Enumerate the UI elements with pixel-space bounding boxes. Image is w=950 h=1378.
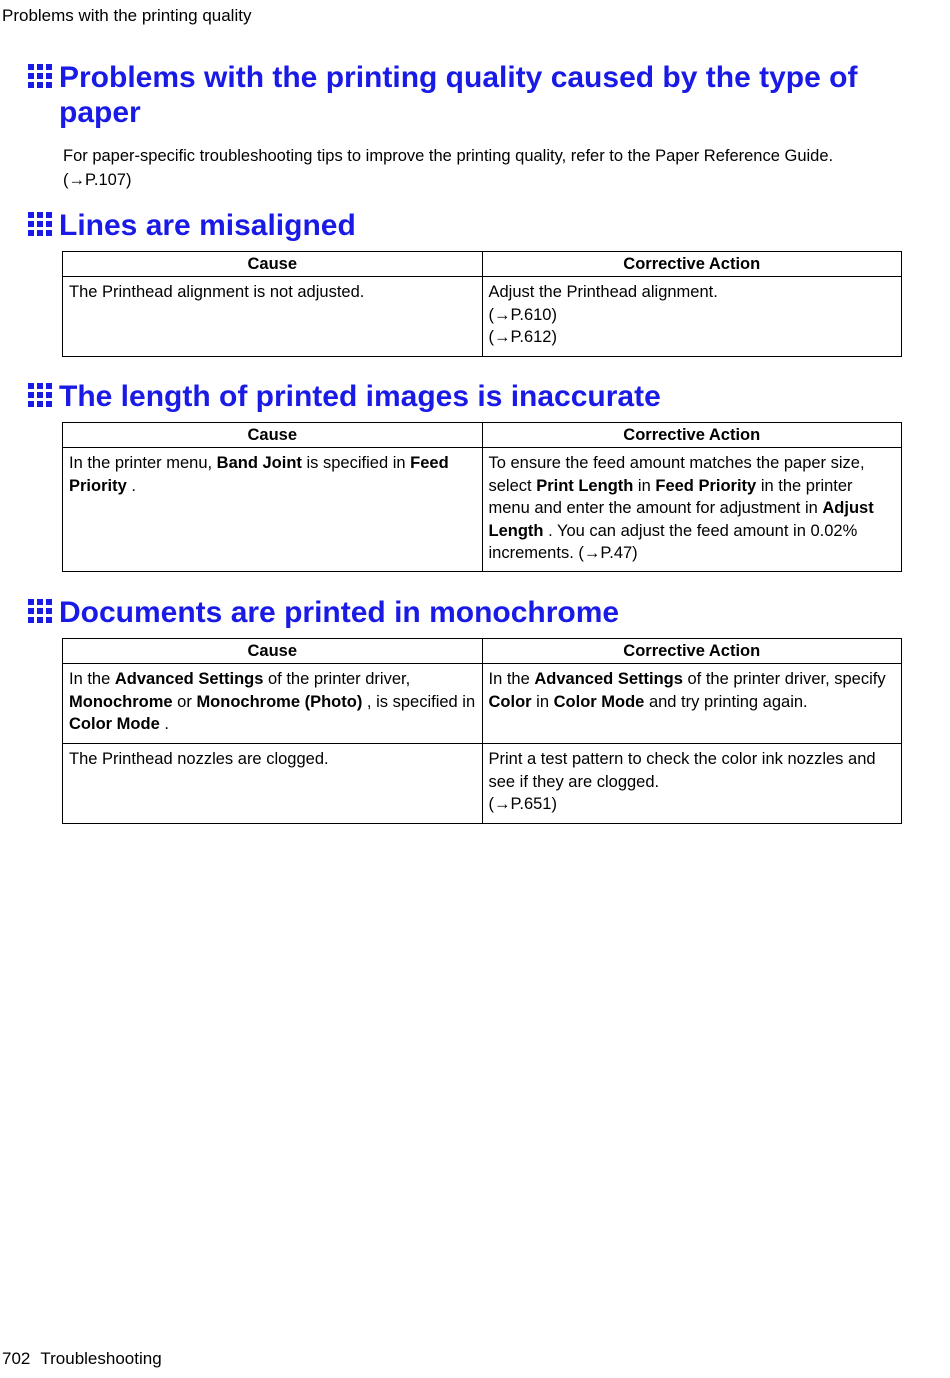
section-heading xyxy=(0,208,950,243)
section-title: The length of printed images is inaccurate xyxy=(59,380,661,413)
cause-text-run: is specified in xyxy=(301,454,411,472)
section-paper-type xyxy=(0,60,950,192)
chapter-name: Troubleshooting xyxy=(40,1349,162,1368)
section-heading xyxy=(0,60,950,130)
section-title: Problems with the printing quality caused by the type of paper xyxy=(59,61,858,129)
table-row xyxy=(63,664,902,744)
table-row xyxy=(63,448,902,572)
cause-text-run: of the printer driver, xyxy=(263,670,411,688)
action-text-run: and try printing again. xyxy=(644,692,808,711)
cause-text-run: In the printer menu, xyxy=(69,454,217,472)
page-reference-link[interactable]: (→P.612) xyxy=(488,328,557,346)
cause-cell xyxy=(63,664,483,744)
action-text-run: of the printer driver, specify xyxy=(682,670,886,688)
menu-setting-name: Monochrome (Photo) xyxy=(196,692,363,711)
menu-setting-name: Advanced Settings xyxy=(114,670,264,688)
cause-text-run: . xyxy=(159,715,169,733)
action-text: Adjust the Printhead alignment. xyxy=(488,283,718,301)
action-column-header: Corrective Action xyxy=(482,639,902,664)
action-cell xyxy=(482,448,902,572)
cause-column-header: Cause xyxy=(63,639,483,664)
table-row xyxy=(63,277,902,357)
section-title: Lines are misaligned xyxy=(59,209,356,242)
menu-setting-name: Color Mode xyxy=(553,692,645,711)
action-column-header: Corrective Action xyxy=(482,423,902,448)
action-text-run: in xyxy=(633,476,656,495)
page-number: 702 xyxy=(2,1349,31,1368)
cause-column-header: Cause xyxy=(63,252,483,277)
section-title: Documents are printed in monochrome xyxy=(59,596,620,629)
page-reference-link[interactable]: (→P.610) xyxy=(488,305,557,324)
menu-setting-name: Color Mode xyxy=(69,715,160,733)
troubleshooting-table xyxy=(62,251,902,357)
table-header-row xyxy=(63,639,902,664)
cause-text-run: or xyxy=(172,692,197,711)
menu-setting-name: Advanced Settings xyxy=(534,670,683,688)
section-monochrome xyxy=(0,595,950,824)
page-reference-link[interactable]: (→P.651) xyxy=(488,795,557,813)
action-text-run: In the xyxy=(488,670,535,688)
grid-icon xyxy=(28,64,52,88)
cause-cell xyxy=(63,744,483,824)
section-heading xyxy=(0,379,950,414)
page-reference-link[interactable]: (→P.107) xyxy=(63,171,132,189)
running-header: Problems with the printing quality xyxy=(2,6,252,25)
cause-column-header: Cause xyxy=(63,423,483,448)
menu-setting-name: Color xyxy=(488,692,532,711)
menu-setting-name: Feed Priority xyxy=(69,454,449,495)
menu-setting-name: Feed Priority xyxy=(655,476,757,495)
menu-setting-name: Print Length xyxy=(536,476,634,495)
grid-icon xyxy=(28,212,52,236)
action-text-run: . You can adjust the feed amount in 0.02% increments. xyxy=(488,521,858,562)
menu-setting-name: Band Joint xyxy=(216,454,302,472)
intro-text: For paper-specific troubleshooting tips to improve the printing quality, refer to the Paper Reference Guide. xyxy=(63,147,834,165)
section-length xyxy=(0,379,950,572)
cause-text: The Printhead alignment is not adjusted. xyxy=(69,283,365,301)
grid-icon xyxy=(28,383,52,407)
section-heading xyxy=(0,595,950,630)
cause-text-run: In the xyxy=(69,670,115,688)
intro-paragraph xyxy=(63,144,893,192)
table-header-row xyxy=(63,252,902,277)
menu-setting-name: Monochrome xyxy=(69,692,173,711)
action-column-header: Corrective Action xyxy=(482,252,902,277)
action-text-run: in xyxy=(531,692,554,711)
action-cell xyxy=(482,277,902,357)
cause-text-run: . xyxy=(126,476,136,495)
grid-icon xyxy=(28,599,52,623)
cause-cell xyxy=(63,448,483,572)
page-reference-link[interactable]: (→P.47) xyxy=(578,544,638,562)
table-header-row xyxy=(63,423,902,448)
table-row xyxy=(63,744,902,824)
running-footer xyxy=(2,1349,162,1369)
action-text-run: in the printer menu and enter the amount for adjustment in xyxy=(488,476,853,517)
action-text: Print a test pattern to check the color ink nozzles and see if they are clogged. xyxy=(488,750,876,791)
section-misaligned xyxy=(0,208,950,357)
cause-text: The Printhead nozzles are clogged. xyxy=(69,750,329,768)
action-cell xyxy=(482,664,902,744)
action-cell xyxy=(482,744,902,824)
cause-cell xyxy=(63,277,483,357)
action-text-run: To ensure the feed amount matches the paper size, select xyxy=(488,454,865,495)
cause-text-run: , is specified in xyxy=(362,692,476,711)
menu-setting-name: Adjust Length xyxy=(488,499,874,540)
troubleshooting-table xyxy=(62,422,902,572)
troubleshooting-table xyxy=(62,638,902,824)
